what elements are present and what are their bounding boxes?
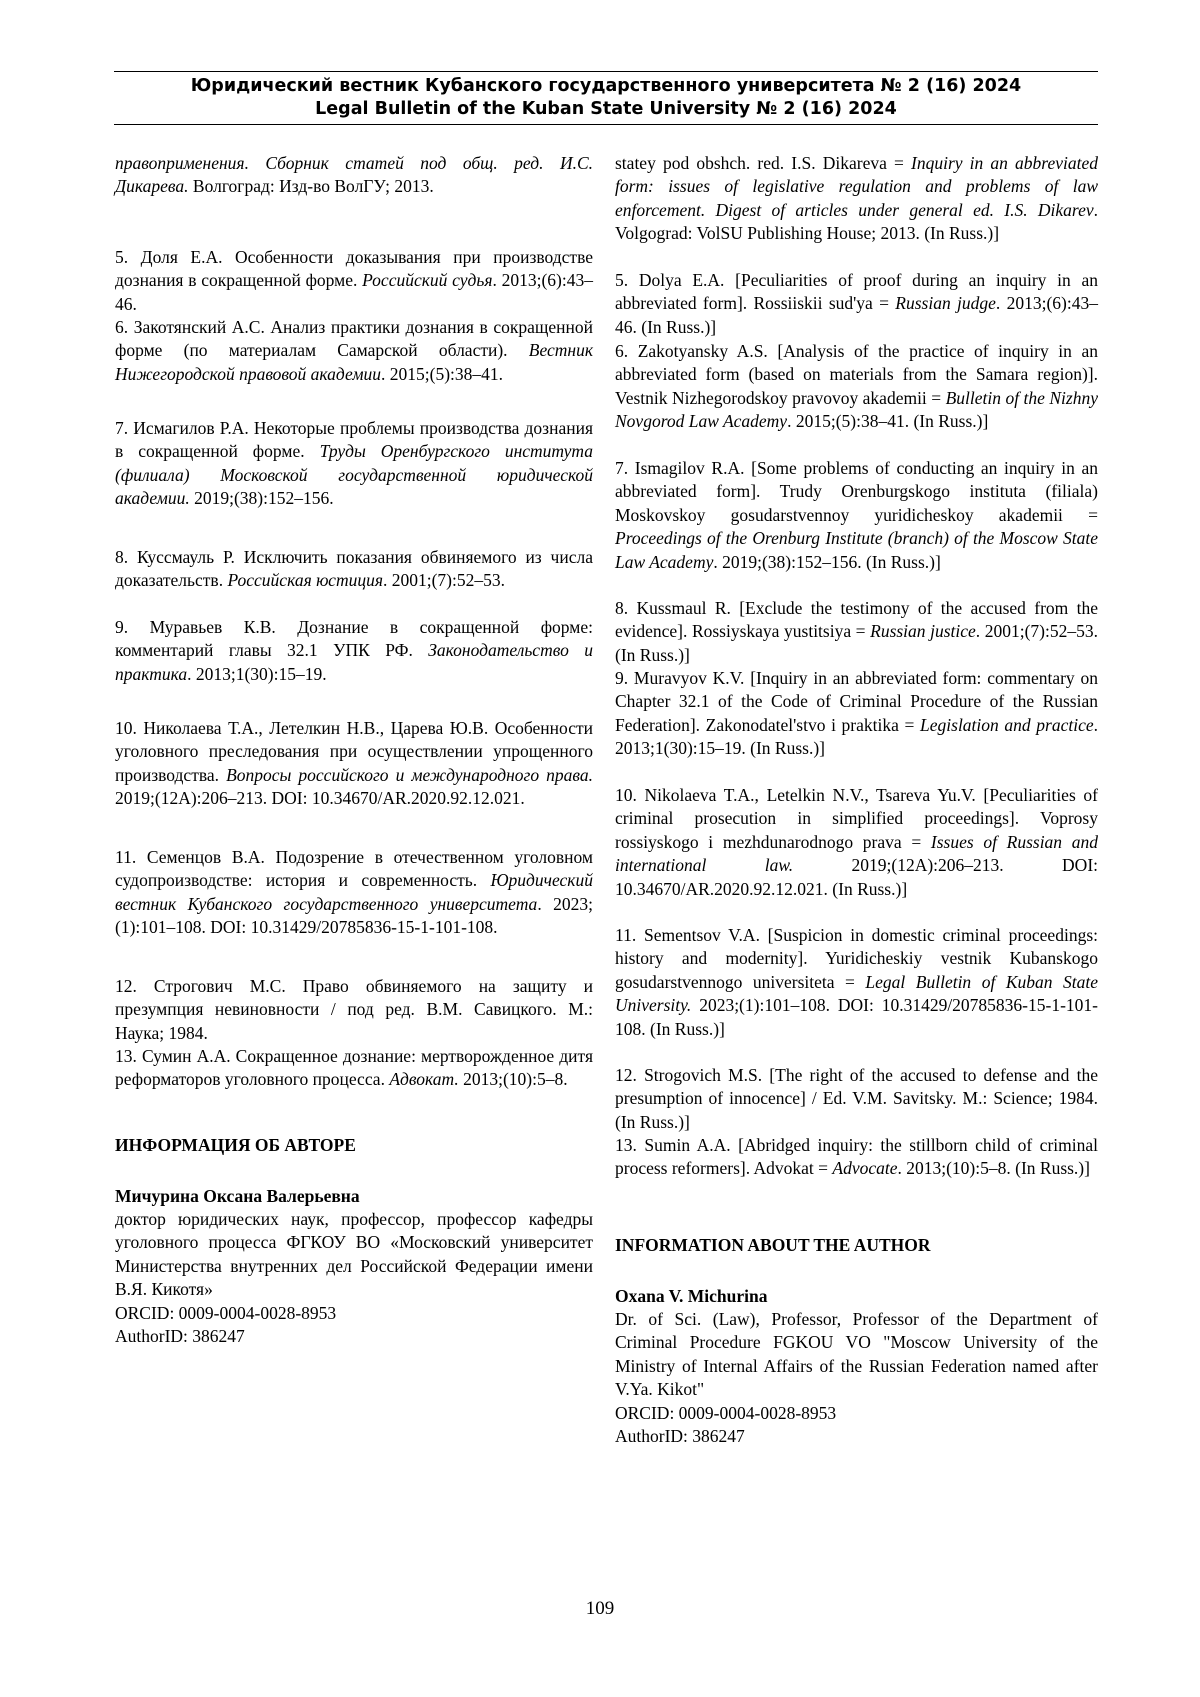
journal-title-ru: Юридический вестник Кубанского государственного университета № 2 (16) 2024 (190, 76, 1022, 96)
reference-item: 11. Семенцов В.А. Подозрение в отечественном уголовном судопроизводстве: история и современность. Юридический вестник Кубанского государственного университета. 2023;(1):101–108. DOI: 10.31429/20785836-15-1-101-108. (115, 847, 593, 938)
author-info-heading: ИНФОРМАЦИЯ ОБ АВТОРЕ (115, 1135, 356, 1155)
author-id: AuthorID: 386247 (615, 1426, 745, 1446)
reference-item: 13. Сумин А.А. Сокращенное дознание: мертворожденное дитя реформаторов уголовного процесса. Адвокат. 2013;(10):5–8. (115, 1046, 593, 1090)
reference-item: 12. Строгович М.С. Право обвиняемого на защиту и презумпция невиновности / под ред. В.М. Савицкого. М.: Наука; 1984. (115, 976, 593, 1043)
author-name: Oxana V. Michurina (615, 1286, 768, 1306)
reference-item: 6. Закотянский А.С. Анализ практики дознания в сокращенной форме (по материалам Самарской области). Вестник Нижегородской правовой академии. 2015;(5):38–41. (115, 317, 593, 384)
page-number: 109 (585, 1598, 615, 1619)
reference-item: 7. Ismagilov R.A. [Some problems of conducting an inquiry in an abbreviated form]. Trudy Orenburgskogo instituta (filiala) Moskovskoy gosudarstvennoy yuridicheskoy akademii = Proceedings of the Orenburg Institute (branch) of the Moscow State Law Academy. 2019;(38):152–156. (In Russ.)] (615, 458, 1098, 572)
author-info-heading: INFORMATION ABOUT THE AUTHOR (615, 1235, 931, 1255)
journal-title-en: Legal Bulletin of the Kuban State University № 2 (16) 2024 (315, 99, 897, 119)
reference-item: 5. Dolya E.A. [Peculiarities of proof during an inquiry in an abbreviated form]. Rossiiskii sud'ya = Russian judge. 2013;(6):43–46. (In Russ.)] (615, 270, 1098, 337)
reference-item: 12. Strogovich M.S. [The right of the accused to defense and the presumption of innocence] / Ed. V.M. Savitsky. M.: Science; 1984. (In Russ.)] (615, 1065, 1098, 1132)
reference-item: 6. Zakotyansky A.S. [Analysis of the practice of inquiry in an abbreviated form (based on materials from the Samara region)]. Vestnik Nizhegorodskoy pravovoy akademii = Bulletin of the Nizhny Novgorod Law Academy. 2015;(5):38–41. (In Russ.)] (615, 341, 1098, 432)
journal-header (114, 71, 1098, 125)
reference-item: 9. Muravyov K.V. [Inquiry in an abbreviated form: commentary on Chapter 32.1 of the Code of Criminal Procedure of the Russian Federation]. Zakonodatel'stvo i praktika = Legislation and practice. 2013;1(30):15–19. (In Russ.)] (615, 668, 1098, 759)
reference-item: 8. Куссмауль Р. Исключить показания обвиняемого из числа доказательств. Российская юстиция. 2001;(7):52–53. (115, 547, 593, 591)
reference-item: 11. Sementsov V.A. [Suspicion in domestic criminal proceedings: history and modernity]. Yuridicheskiy vestnik Kubanskogo gosudarstvennogo universiteta = Legal Bulletin of Kuban State University. 2023;(1):101–108. DOI: 10.31429/20785836-15-1-101-108. (In Russ.)] (615, 925, 1099, 1039)
reference-item: 10. Николаева Т.А., Летелкин Н.В., Царева Ю.В. Особенности уголовного преследования при осуществлении упрощенного производства. Вопросы российского и международного права. 2019;(12А):206–213. DOI: 10.34670/AR.2020.92.12.021. (115, 718, 593, 809)
reference-item: правоприменения. Сборник статей под общ. ред. И.С. Дикарева. Волгоград: Изд-во ВолГУ; 2013. (115, 153, 593, 197)
author-orcid: ORCID: 0009-0004-0028-8953 (615, 1403, 837, 1423)
reference-item: 7. Исмагилов Р.А. Некоторые проблемы производства дознания в сокращенной форме. Труды Оренбургского института (филиала) Московской государственной юридической академии. 2019;(38):152–156. (115, 418, 594, 509)
reference-item: 9. Муравьев К.В. Дознание в сокращенной форме: комментарий главы 32.1 УПК РФ. Законодательство и практика. 2013;1(30):15–19. (115, 617, 593, 684)
author-description: доктор юридических наук, профессор, профессор кафедры уголовного процесса ФГКОУ ВО «Московский университет Министерства внутренних дел Российской Федерации имени В.Я. Кикотя» (115, 1209, 593, 1300)
author-description: Dr. of Sci. (Law), Professor, Professor of the Department of Criminal Procedure FGKOU VO "Moscow University of the Ministry of Internal Affairs of the Russian Federation named after V.Ya. Kikot" (615, 1309, 1098, 1400)
reference-item: 5. Доля Е.А. Особенности доказывания при производстве дознания в сокращенной форме. Российский судья. 2013;(6):43–46. (115, 247, 593, 314)
reference-item: 13. Sumin A.A. [Abridged inquiry: the stillborn child of criminal process reformers]. Advokat = Advocate. 2013;(10):5–8. (In Russ.)] (615, 1135, 1098, 1179)
author-orcid: ORCID: 0009-0004-0028-8953 (115, 1303, 337, 1323)
author-name: Мичурина Оксана Валерьевна (115, 1186, 360, 1206)
reference-item: 8. Kussmaul R. [Exclude the testimony of the accused from the evidence]. Rossiyskaya yustitsiya = Russian justice. 2001;(7):52–53. (In Russ.)] (615, 598, 1098, 665)
reference-item: statey pod obshch. red. I.S. Dikareva = Inquiry in an abbreviated form: issues of legislative regulation and problems of law enforcement. Digest of articles under general ed. I.S. Dikarev. Volgograd: VolSU Publishing House; 2013. (In Russ.)] (615, 153, 1098, 244)
reference-item: 10. Nikolaeva T.A., Letelkin N.V., Tsareva Yu.V. [Peculiarities of criminal prosecution in simplified proceedings]. Voprosy rossiyskogo i mezhdunarodnogo prava = Issues of Russian and international law. 2019;(12A):206–213. DOI: 10.34670/AR.2020.92.12.021. (In Russ.)] (615, 785, 1099, 899)
author-id: AuthorID: 386247 (115, 1326, 245, 1346)
